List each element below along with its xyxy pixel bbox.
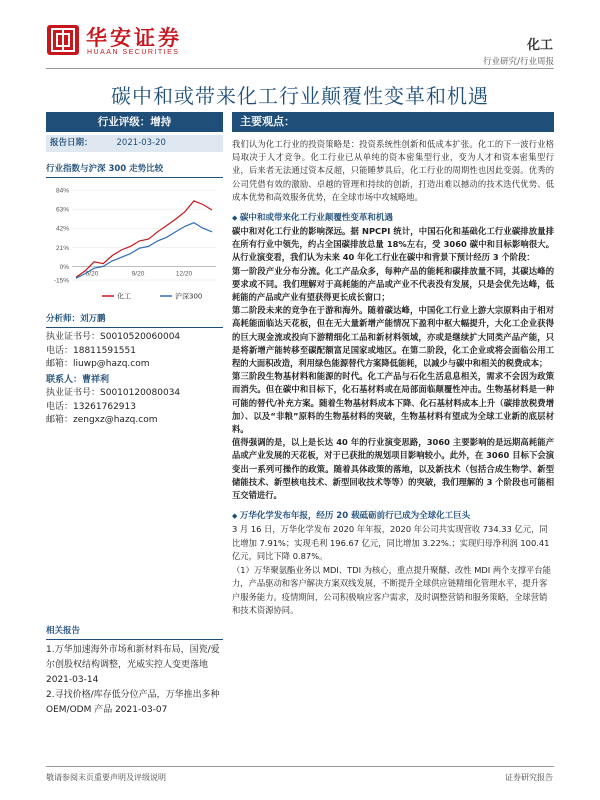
contact-heading: 联系人：曹祥利 (46, 374, 110, 385)
chart-ytick-label: -15% (53, 277, 69, 285)
contact-phone: 电话：13261762913 (46, 401, 136, 412)
analyst-heading: 分析师：刘万鹏 (46, 312, 223, 328)
chart-ytick-label: 63% (55, 206, 69, 214)
section-heading: ◆ 碳中和或带来化工行业颠覆性变革和机遇 (232, 211, 554, 223)
footer-disclaimer: 敬请参阅末页重要声明及评级说明 (46, 773, 166, 782)
paragraph: 3 月 16 日，万华化学发布 2020 年年报，2020 年公司共实现营收 734.33 亿元，同比增加 7.91%；实现毛利 196.67 亿元，同比增加 3.22%.；实现归母净利润 100.41 亿元，同比下降 0.87%。 (232, 524, 550, 562)
related-report-item[interactable]: 2.寻找价格/库存低分位产品，万华推出多种 OEM/ODM 产品 2021-03-07 (46, 689, 220, 715)
report-title: 碳中和或带来化工行业颠覆性变革和机遇 (111, 84, 489, 108)
page-header (0, 0, 600, 70)
industry-rating: 行业评级：增持 (46, 112, 223, 132)
chart-xtick-label: 6/20 (85, 270, 99, 278)
related-reports-title: 相关报告 (46, 624, 223, 640)
analyst-cert: 执业证书号：S0010520060004 (46, 332, 181, 342)
related-report-item[interactable]: 1.万华加速海外市场和新材料布局，国瓷/爱尔创股权结构调整，光威实控人变更落地 2021-03-14 (46, 644, 220, 685)
paragraph: 碳中和对化工行业的影响深远。据 NPCPI 统计，中国石化和基础化工行业碳排放量排在所有行业中领先，约占全国碳排放总量 18%左右，受 3060 碳中和目标影响很大。从行业演变看，我们认为未来 40 年化工行业在碳中和背景下预计经历 3 个阶段： (232, 226, 554, 263)
contact-email[interactable]: 邮箱：zengxz@hazq.com (46, 415, 158, 425)
contact-info (46, 387, 223, 428)
contact-cert: 执业证书号：S0010120080034 (46, 388, 181, 398)
chart-xtick-label: 12/20 (175, 270, 193, 278)
brand-name: 华安证券 (86, 25, 182, 50)
chart-ytick-label: 84% (55, 187, 69, 195)
intro-paragraph: 我们认为化工行业的投资策略是：投资系统性创新和低成本扩张。化工的下一波行业格局取决于人才竞争。化工行业已从单纯的资本密集型行业，变为人才和资本密集型行业，后来者无法通过资本反超，只能睡梦具后，化工行业的周期性也因此变弱。优秀的公司凭借有效的激励、卓越的管理和持续的创新，打造出难以撼动的技术迭代优势、低成本优势和高效服务优势，在全球市场中攻城略地。 (232, 139, 554, 202)
footer-divider (46, 766, 554, 767)
chart-ytick-label: 42% (55, 225, 69, 233)
chart-xtick-label: 9/20 (131, 270, 145, 278)
chart-title: 行业指数与沪深 300 走势比较 (46, 162, 223, 178)
chart-series-line (76, 201, 212, 277)
chart-legend-label: 沪深300 (175, 292, 203, 301)
paragraph: 第三阶段生物基材料和能源的时代。化工产品与石化生活息息相关，需求不会因为政策而消失。但在碳中和目标下，化石基材料或在局部面临颠覆性冲击。生物基材料是一种可能的替代/补充方案。随着生物基材料成本下降、化石基材料成本上升（碳排放税费增加）、以及“非粮”原料的生物基材料的突破，生物基材料有望成为全球工业新的底层材料。 (232, 371, 554, 435)
paragraph: 第一阶段产业分布分流。化工产品众多，每种产品的能耗和碳排放量不同，其碳达峰的要求或不同。我们理解对于高耗能的产品或产业不代表没有发展，只是会优先达峰，低耗能的产品或产业有望获得更长成长窗口； (232, 265, 554, 303)
chart-ytick-label: 0% (59, 263, 69, 271)
section-heading: ◆ 万华化学发布年报，经历 20 载砥砺前行已成为全球化工巨头 (232, 509, 554, 521)
left-sidebar (46, 112, 223, 718)
main-content (232, 112, 554, 618)
chart-svg (46, 184, 223, 304)
report-type: 行业研究/行业周报 (483, 57, 554, 67)
related-reports-list (46, 643, 223, 718)
footer-report-label: 证券研究报告 (505, 773, 553, 782)
brand-name-en: HUAAN SECURITIES (87, 49, 180, 56)
huaan-logo-icon (47, 25, 79, 55)
paragraph: 值得强调的是，以上是长达 40 年的行业演变思路，3060 主要影响的是远期高耗能产品或产业发展的天花板，对于已获批的规划项目影响较小。此外，在 3060 目标下会演变出一系列可操作的政策。随着具体政策的落地，以及新技术（包括合成生物学、新型储能技术、新型核电技术、新型回收技术等等）的突破，我们理解的 3 个阶段也可能相互交错进行。 (232, 437, 554, 501)
paragraph: 第二阶段未来的竞争在于游和海外。随着碳达峰，中国化工行业上游大宗原料由于相对高耗能面临达天花板，但在无大量新增产能情况下盈利中枢大幅提升，大化工企业获得的巨大现金流或投向下游精细化工品和新材料领域，亦或是继续扩大同类产品产能，只是将新增产能转移至碳配额富足国家或地区。在第二阶段，化工企业或将会面临公用工程的大面积改造，利用绿色能源替代方案降低能耗，以减少与碳中和相关的税费成本； (232, 305, 554, 369)
paragraph: （1）万华聚氨酯业务以 MDI、TDI 为核心，重点提升聚醚、改性 MDI 两个支撑平台能力，产品驱动和客户解决方案双线发展，不断提升全球供应链精细化管理水平，提升客户服务能力。疫情期间，公司积极响应客户需求，及时调整营销和服务策略，全球营销和技术资源协同。 (232, 564, 551, 616)
analyst-email[interactable]: 邮箱：liuwp@hazq.com (46, 359, 150, 369)
main-view-heading: 主要观点： (232, 112, 554, 132)
analyst-phone: 电话：18811591551 (46, 345, 136, 356)
sector-label: 化工 (526, 38, 553, 53)
report-date: 报告日期： 2021-03-20 (46, 135, 223, 152)
header-divider (46, 68, 554, 69)
chart-ytick-label: 21% (55, 244, 69, 252)
index-chart (46, 184, 223, 304)
analyst-info (46, 331, 223, 372)
chart-legend-label: 化工 (117, 292, 131, 301)
